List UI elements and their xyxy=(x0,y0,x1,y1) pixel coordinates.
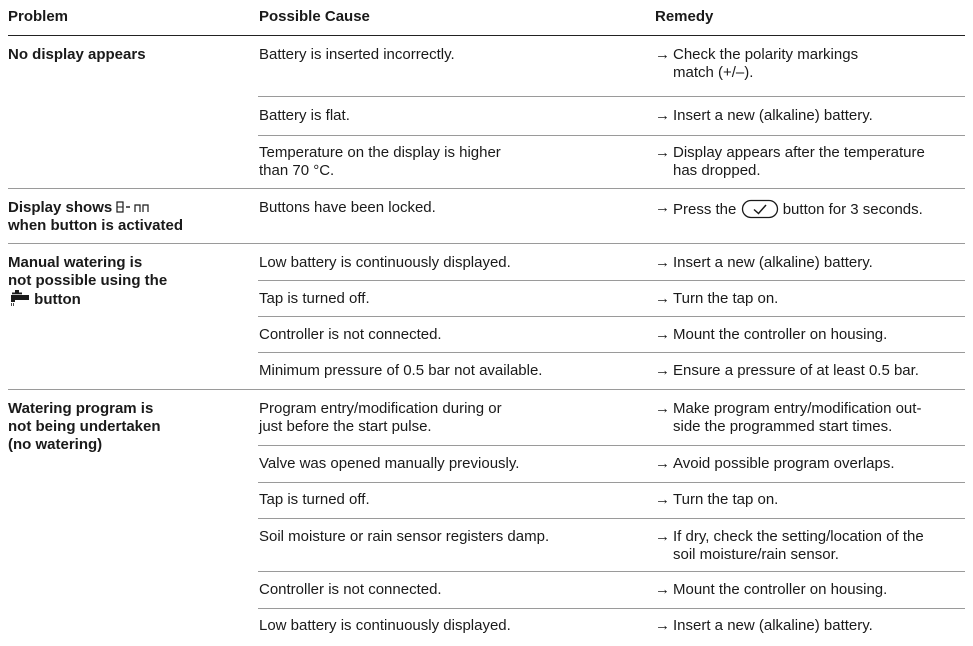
arrow-icon: → xyxy=(655,254,670,271)
remedy-cell xyxy=(655,400,970,436)
lcd-lock-symbol-icon xyxy=(116,201,150,213)
header-problem: Problem xyxy=(8,8,69,25)
cause-line: Soil moisture or rain sensor registers damp. xyxy=(259,528,550,545)
remedy-line: Mount the controller on housing. xyxy=(673,581,888,598)
tap-icon xyxy=(8,290,30,308)
cause-cell xyxy=(259,46,639,64)
problem-display-shows-lock xyxy=(8,199,238,235)
arrow-icon: → xyxy=(655,491,670,508)
remedy-line: Mount the controller on housing. xyxy=(673,326,888,343)
remedy-cell xyxy=(655,581,970,599)
remedy-cell xyxy=(655,617,970,635)
problem-text: Watering program is xyxy=(8,400,154,417)
cause-line: Low battery is continuously displayed. xyxy=(259,617,511,634)
cause-cell xyxy=(259,455,639,473)
cause-cell xyxy=(259,617,639,635)
cause-line: Controller is not connected. xyxy=(259,326,442,343)
header-remedy: Remedy xyxy=(655,8,714,25)
cause-line: Valve was opened manually previously. xyxy=(259,455,520,472)
remedy-cell xyxy=(655,107,970,125)
row-divider xyxy=(258,608,965,609)
cause-cell xyxy=(259,491,639,509)
cause-line: just before the start pulse. xyxy=(259,418,432,435)
remedy-line: Ensure a pressure of at least 0.5 bar. xyxy=(673,362,919,379)
remedy-line: If dry, check the setting/location of the xyxy=(673,528,924,545)
cause-line: Buttons have been locked. xyxy=(259,199,436,216)
row-divider xyxy=(258,352,965,353)
cause-line: Tap is turned off. xyxy=(259,491,370,508)
header-possible-cause: Possible Cause xyxy=(259,8,370,25)
problem-text: not possible using the xyxy=(8,272,168,289)
cause-cell xyxy=(259,107,639,125)
arrow-icon: → xyxy=(655,528,670,545)
arrow-icon: → xyxy=(655,581,670,598)
cause-cell xyxy=(259,290,639,308)
remedy-cell xyxy=(655,144,970,180)
cause-cell xyxy=(259,528,639,546)
header-rule xyxy=(8,35,965,36)
group-divider xyxy=(8,389,965,390)
row-divider xyxy=(258,96,965,97)
cause-line: Controller is not connected. xyxy=(259,581,442,598)
arrow-icon: → xyxy=(655,290,670,307)
remedy-line: Insert a new (alkaline) battery. xyxy=(673,617,873,634)
row-divider xyxy=(258,482,965,483)
remedy-line: Press the xyxy=(673,201,737,218)
remedy-cell xyxy=(655,46,970,82)
group-divider xyxy=(8,243,965,244)
remedy-line: Display appears after the temperature xyxy=(673,144,925,161)
row-divider xyxy=(258,445,965,446)
arrow-icon: → xyxy=(655,144,670,161)
remedy-cell xyxy=(655,362,970,380)
cause-line: Low battery is continuously displayed. xyxy=(259,254,511,271)
remedy-cell xyxy=(655,290,970,308)
row-divider xyxy=(258,316,965,317)
arrow-icon: → xyxy=(655,326,670,343)
cause-cell xyxy=(259,400,639,436)
cause-cell xyxy=(259,254,639,272)
problem-no-display xyxy=(8,46,238,64)
cause-line: than 70 °C. xyxy=(259,162,335,179)
remedy-line: Turn the tap on. xyxy=(673,290,779,307)
problem-watering-program xyxy=(8,400,238,454)
remedy-line: Make program entry/modification out- xyxy=(673,400,922,417)
cause-cell xyxy=(259,362,639,380)
row-divider xyxy=(258,518,965,519)
row-divider xyxy=(258,135,965,136)
remedy-cell xyxy=(655,491,970,509)
remedy-line: has dropped. xyxy=(673,162,761,179)
remedy-line: Check the polarity markings xyxy=(673,46,859,63)
cause-line: Battery is inserted incorrectly. xyxy=(259,46,455,63)
arrow-icon: → xyxy=(655,617,670,634)
ok-checkmark-button-icon xyxy=(741,199,779,219)
problem-text: (no watering) xyxy=(8,436,103,453)
cause-cell xyxy=(259,144,639,180)
cause-line: Battery is flat. xyxy=(259,107,350,124)
remedy-cell xyxy=(655,455,970,473)
remedy-line: Insert a new (alkaline) battery. xyxy=(673,254,873,271)
problem-text: No display appears xyxy=(8,46,146,63)
cause-cell xyxy=(259,199,639,217)
cause-line: Minimum pressure of 0.5 bar not available. xyxy=(259,362,543,379)
row-divider xyxy=(258,280,965,281)
problem-text: not being undertaken xyxy=(8,418,161,435)
remedy-line: match (+/–). xyxy=(673,64,754,81)
problem-text: when button is activated xyxy=(8,217,184,234)
arrow-icon: → xyxy=(655,400,670,417)
problem-text: Display shows xyxy=(8,199,113,216)
remedy-cell xyxy=(655,326,970,344)
group-divider xyxy=(8,188,965,189)
cause-cell xyxy=(259,326,639,344)
cause-line: Tap is turned off. xyxy=(259,290,370,307)
row-divider xyxy=(258,571,965,572)
remedy-line: side the programmed start times. xyxy=(673,418,893,435)
problem-manual-watering xyxy=(8,254,238,309)
remedy-line: button for 3 seconds. xyxy=(782,201,923,218)
remedy-line: Turn the tap on. xyxy=(673,491,779,508)
remedy-line: Avoid possible program overlaps. xyxy=(673,455,895,472)
arrow-icon: → xyxy=(655,199,670,216)
arrow-icon: → xyxy=(655,107,670,124)
remedy-line: Insert a new (alkaline) battery. xyxy=(673,107,873,124)
cause-line: Temperature on the display is higher xyxy=(259,144,501,161)
arrow-icon: → xyxy=(655,455,670,472)
remedy-cell xyxy=(655,528,970,564)
arrow-icon: → xyxy=(655,362,670,379)
cause-line: Program entry/modification during or xyxy=(259,400,502,417)
remedy-cell xyxy=(655,254,970,272)
arrow-icon: → xyxy=(655,46,670,63)
remedy-cell xyxy=(655,199,970,219)
problem-text: Manual watering is xyxy=(8,254,143,271)
problem-text: button xyxy=(34,291,81,308)
remedy-line: soil moisture/rain sensor. xyxy=(673,546,839,563)
cause-cell xyxy=(259,581,639,599)
